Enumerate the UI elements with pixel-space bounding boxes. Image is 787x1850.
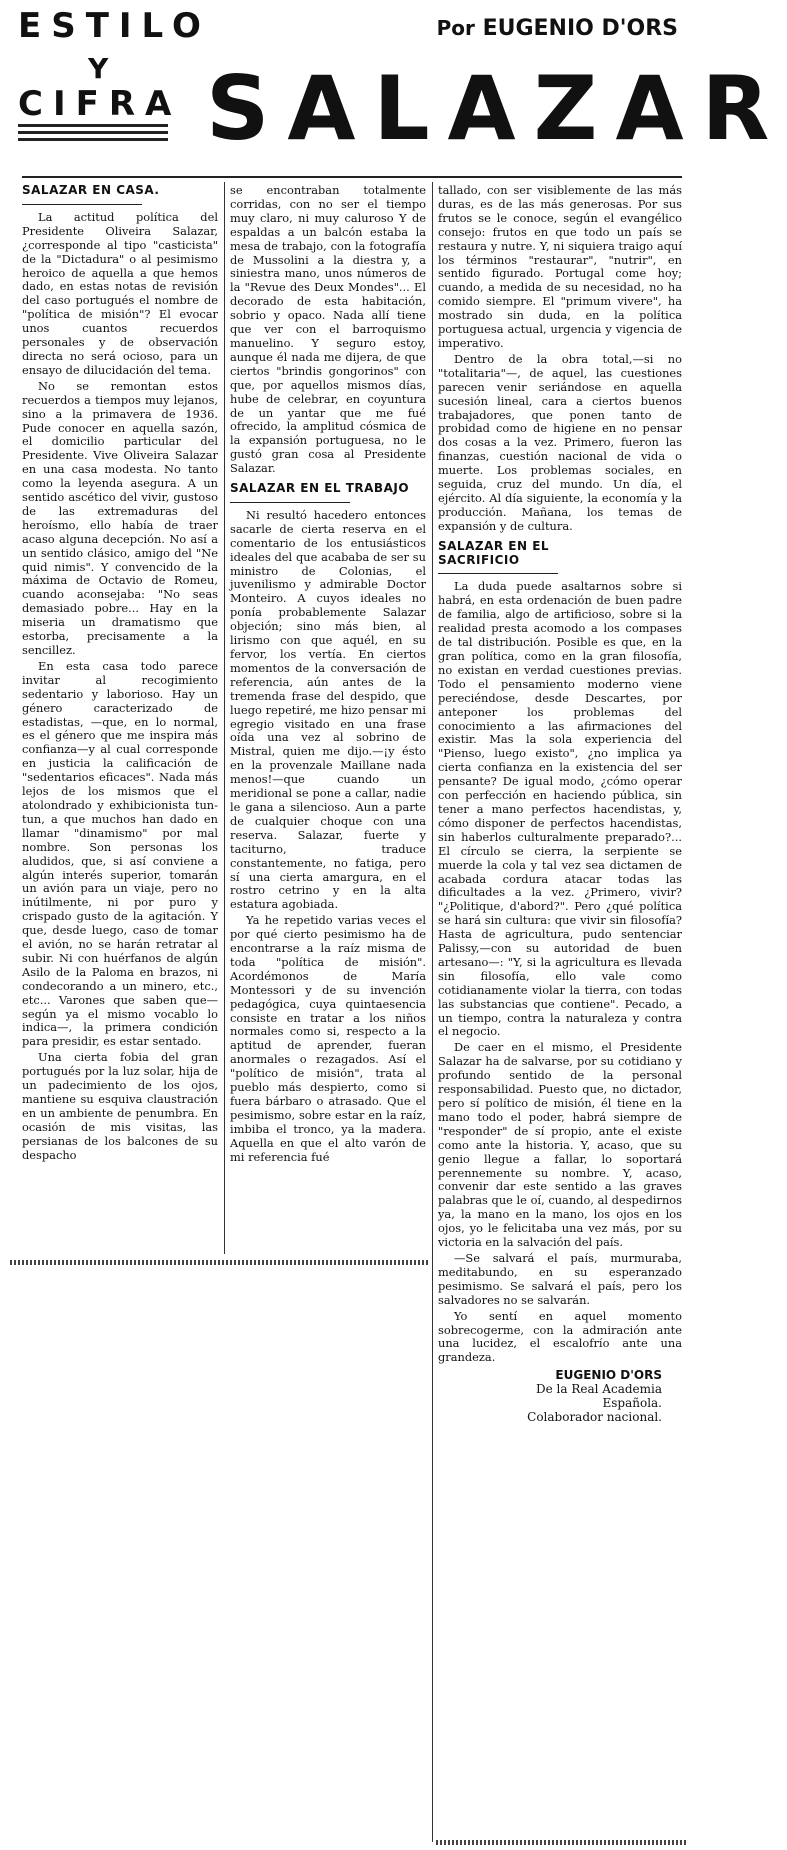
dotted-divider [10,1260,428,1265]
section-kicker-estilo: ESTILO [18,6,211,46]
column-3 [438,184,682,1425]
paragraph: Ni resultó hacedero entonces sacarle de cierta reserva en el comentario de los entusiásticos ideales del que acababa de ser su ministro de Colonias, el juvenilismo y admirable Doctor Monteiro. A cuyos ideales no ponía probablemente Salazar objeción; sino más bien, al lirismo con que aquél, en su fervor, los vertía. En ciertos momentos de la conversación de referencia, aún antes de la tremenda frase del despido, que luego repetiré, me hizo pensar mi egregio visitado en una frase oída una vez al sobrino de Mistral, quien me dijo.—¡y ésto en la provenzale Maillane nada menos!—que cuando un meridional se pone a callar, nadie le gana a silencioso. Aun a parte de cualquier choque con una reserva. Salazar, fuerte y taciturno, traduce constantemente, no fatiga, pero sí una cierta amargura, en el rostro cetrino y en la alta estatura agobiada. [230,507,426,912]
heading-rule [438,573,558,574]
column-divider-2 [432,182,433,1842]
paragraph: La duda puede asaltarnos sobre si habrá, en esta ordenación de buen padre de familia, algo de artificioso, sobre si la realidad presta acomodo a los compases de tal distribución. Posible es que, en la gran política, como en la gran filosofía, no existan en verdad cuestiones previas. Todo el pensamiento moderno viene pereciéndose, desde Descartes, por anteponer los problemas del conocimiento a las afirmaciones del existir. Mas la sola experiencia del "Pienso, luego existo", ¿no implica ya cierta confianza en la existencia del ser pensante? De igual modo, ¿cómo operar con perfección en haciendo pública, sin tener a mano perfectos hacendistas, y, cómo disponer de perfectos hacendistas, sin haberlos culturalmente preparado?... El círculo se cierra, la serpiente se muerde la cola y tal vez sea dictamen de acabada cordura atacar todas las dificultades a la vez. ¿Primero, vivir? "¿Politique, d'abord?". Pero ¿qué política se hará sin cultura: que vivir sin filosofía? Hasta de agricultura, pudo sentenciar Palissy,—con su autoridad de buen artesano—: "Y, si la agricultura es llevada sin filosofía, ello vale como cotidianamente violar la tierra, con todas las substancias que contiene". Pecado, a un tiempo, contra la naturaleza y contra el negocio. [438,579,682,1039]
title-divider [22,176,682,178]
paragraph: —Se salvará el país, murmuraba, meditabundo, en su esperanzado pesimismo. Se salvará el país, pero los salvadores no se salvarán. [438,1250,682,1307]
signature-block [438,1369,682,1425]
byline-author: EUGENIO D'ORS [482,16,678,41]
paragraph: De caer en el mismo, el Presidente Salazar ha de salvarse, por su cotidiano y profundo sentido de la personal responsabilidad. Puesto que, no dictador, pero sí político de misión, él tiene en la mano todo el poder, habrá siempre de "responder" de sí propio, ante el existe como ante la historia. Y, acaso, que su genio llegue a fallar, lo soportará perennemente su nombre. Y, acaso, convenir dar este sentido a las graves palabras que le oí, cuando, al despedirnos ya, la mano en la mano, los ojos en los ojos, yo le felicitaba una vez más, por su victoria en la salvación del país. [438,1040,682,1250]
signature-affiliation: Española. [602,1396,662,1411]
byline-prefix: Por [436,16,475,40]
paragraph: Yo sentí en aquel momento sobrecogerme, con la admiración ante una lucidez, el escalofrío ante una grandeza. [438,1308,682,1365]
section-kicker-y: Y [88,52,109,85]
section-heading-line: SALAZAR EN EL [438,538,550,553]
paragraph: se encontraban totalmente corridas, con no ser el tiempo muy claro, ni muy caluroso Y de espaldas a un balcón estaba la mesa de trabajo, con la fotografía de Mussolini a la diestra y, a siniestra mano, unos números de la "Revue des Deux Mondes"... El decorado de esta habitación, sobrio y opaco. Nada allí tiene que ver con el barroquismo manuelino. Y seguro estoy, aunque él nada me dijera, de que ciertos "brindis gongorinos" con que, por aquellos mismos días, hube de celebrar, en coyuntura de un yantar que me fué ofrecido, la amplitud cósmica de la expansión portuguesa, no le gustó gran cosa al Presidente Salazar. [230,183,426,476]
decorative-rules [18,124,168,145]
heading-rule [22,204,142,205]
paragraph: tallado, con ser visiblemente de las más duras, es de las más generosas. Por sus frutos se le conoce, según el evangélico consejo: frutos en que todo un país se restaura y nutre. Y, ni siquiera traigo aquí los términos "restaurar", "nutrir", en sentido figurado. Portugal come hoy; cuando, a medida de su necesidad, no ha comido siempre. El "primum vivere", ha mostrado sin duda, en la política portuguesa actual, urgencia y vigencia de imperativo. [438,183,682,350]
masthead [0,0,787,170]
paragraph: Dentro de la obra total,—si no "totalitaria"—, de aquel, las cuestiones parecen venir seriándose en aquella sucesión lineal, cara a ciertos buenos trabajadores, que ponen tanto de probidad como de higiene en no pensar dos cosas a la vez. Primero, fueron las finanzas, cuestión nacional de vida o muerte. Los problemas sociales, en seguida, cruz del mundo. Un día, el ejército. Al día siguiente, la economía y la producción. Mañana, los temas de expansión y de cultura. [438,351,682,533]
paragraph: Ya he repetido varias veces el por qué cierto pesimismo ha de encontrarse a la raíz misma de toda "política de misión". Acordémonos de María Montessori y de su invención pedagógica, cuya quintaesencia consiste en tratar a los niños normales como si, respecto a la aptitud de aprender, fueran anormales o rezagados. Así el "político de misión", trata al pueblo más despierto, como si fuera bárbaro o atrasado. Que el pesimismo, sobre estar en la raíz, imbiba el tronco, ya la madera. Aquella en que el alto varón de mi referencia fué [230,913,426,1164]
section-heading-trabajo: SALAZAR EN EL TRABAJO [230,481,410,496]
paragraph: En esta casa todo parece invitar al recogimiento sedentario y laborioso. Hay un género caracterizado de estadistas, —que, en lo normal, es el género que me inspira más confianza—y al cual corresponde en justicia la calificación de "sedentarios eficaces". Nada más lejos de los mismos que el atolondrado y exhibicionista tun-tun, a que muchos han dado en llamar "dinamismo" por mal nombre. Son personas los aludidos, que, si así conviene a algún interés superior, tomarán un avión para un viaje, pero no inútilmente, ni por puro y crispado gusto de la agitación. Y que, desde luego, caso de tomar el avión, no se harán retratar al subir. Ni con huérfanos de algún Asilo de la Paloma en brazos, ni condecorando a un minero, etc., etc... Varones que saben que—según ya el mismo vocablo lo indica—, la primera condición para presidir, es estar sentado. [22,658,218,1049]
article-title: SALAZAR [206,57,787,160]
section-heading-line: SACRIFICIO [438,552,520,567]
paragraph: La actitud política del Presidente Oliveira Salazar, ¿corresponde al tipo "casticista" de la "Dictadura" o al pesimismo heroico de aquella a que hemos dado, en estas notas de revisión del caso portugués el nombre de "política de misión"? El evocar unos cuantos recuerdos personales y de observación directa no será ocioso, para un ensayo de dilucidación del tema. [22,209,218,377]
signature-affiliation: De la Real Academia [536,1382,662,1397]
section-kicker-cifra: CIFRA [18,84,182,124]
paragraph: No se remontan estos recuerdos a tiempos muy lejanos, sino a la primavera de 1936. Pude conocer en aquella sazón, el domicilio particular del Presidente. Vive Oliveira Salazar en una casa modesta. No tanto como la leyenda asegura. A un sentido ascético del vivir, gustoso de las extremaduras del heroísmo, ello había de traer acaso alguna decepción. No así a un sentido clásico, amigo del "Ne quid nimis". Y convencido de la máxima de Octavio de Romeu, cuando aconsejaba: "No seas demasiado pobre... Hay en la miseria un dramatismo que estorba, precisamente a la sencillez. [22,378,218,657]
column-1 [22,184,218,1165]
column-divider-1 [224,182,225,1254]
dotted-divider-bottom [436,1840,686,1845]
signature-name: EUGENIO D'ORS [555,1368,662,1383]
section-heading-casa: SALAZAR EN CASA. [22,183,160,197]
signature-affiliation: Colaborador nacional. [527,1409,662,1424]
column-2 [230,184,426,1167]
paragraph: Una cierta fobia del gran portugués por la luz solar, hija de un padecimiento de los ojos, mantiene su esquiva claustración en un ambiente de penumbra. En ocasión de mis visitas, las persianas de los balcones de su despacho [22,1050,218,1162]
section-heading-sacrificio [438,540,682,568]
byline [437,16,678,41]
heading-rule [230,502,350,503]
